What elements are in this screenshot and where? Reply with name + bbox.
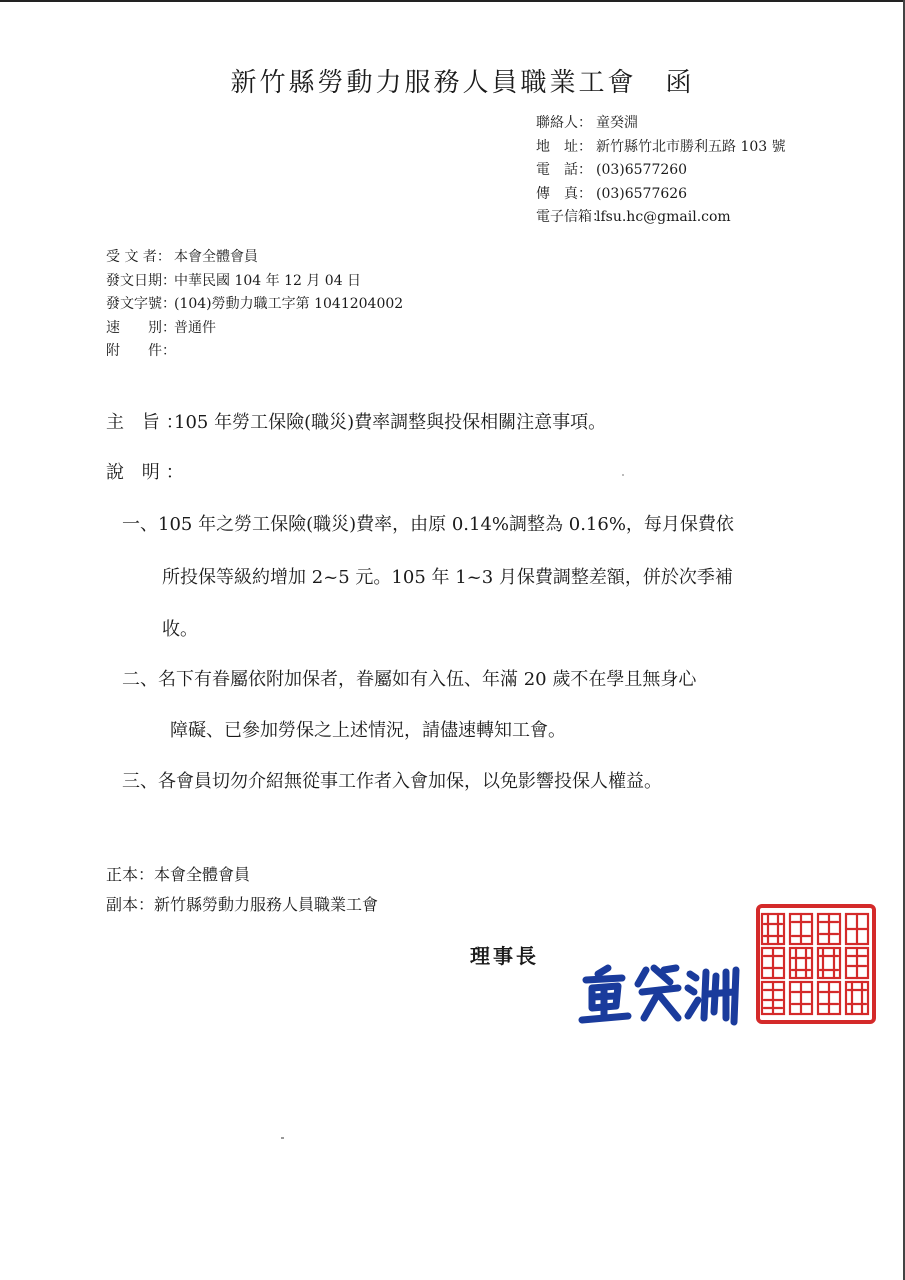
copies-original: 正本：本會全體會員 [106, 865, 251, 884]
explanation-item-1-line-2: 所投保等級約增加 2~5 元。105 年 1~3 月保費調整差額，併於次季補 [162, 567, 733, 588]
meta-recipient [106, 246, 403, 270]
contact-fax-value: (03)6577626 [596, 185, 688, 202]
meta-doc-number-value: (104)勞動力職工字第 1041204002 [174, 296, 404, 312]
contact-phone-label: 電 話： [536, 162, 592, 178]
contact-phone-value: (03)6577260 [596, 162, 688, 178]
meta-doc-number-label: 發文字號： [106, 296, 176, 312]
subject-line [106, 408, 606, 434]
contact-person-label: 聯絡人： [536, 115, 592, 131]
contact-address-label: 地 址： [536, 138, 592, 155]
document-meta [106, 246, 403, 364]
meta-priority-label: 速 別： [106, 319, 176, 336]
scan-speck [622, 474, 624, 476]
explanation-item-3-line-1: 三、各會員切勿介紹無從事工作者入會加保，以免影響投保人權益。 [122, 771, 662, 792]
letter-title: 新竹縣勞動力服務人員職業工會 函 [230, 68, 695, 98]
meta-date-value: 中華民國 104 年 12 月 04 日 [174, 272, 362, 289]
meta-date-label: 發文日期： [106, 272, 176, 289]
copies-duplicate: 副本：新竹縣勞動力服務人員職業工會 [106, 895, 379, 914]
meta-recipient-value: 本會全體會員 [174, 249, 258, 265]
meta-attachment-label: 附 件： [106, 343, 176, 359]
subject-text: 105 年勞工保險(職災)費率調整與投保相關注意事項。 [174, 412, 607, 433]
contact-email [536, 206, 786, 230]
meta-date [106, 270, 403, 294]
meta-priority-value: 普通件 [174, 319, 216, 336]
explanation-item-1-line-3: 收。 [162, 619, 198, 640]
scan-speck [281, 1137, 284, 1139]
meta-recipient-label: 受 文 者： [106, 249, 171, 265]
contact-phone [536, 159, 786, 183]
contact-address [536, 136, 786, 160]
subject-label: 主 旨： [106, 412, 190, 433]
contact-fax-label: 傳 真： [536, 185, 592, 202]
meta-doc-number [106, 293, 403, 317]
contact-address-value: 新竹縣竹北市勝利五路 103 號 [596, 138, 786, 155]
contact-email-value: lfsu.hc@gmail.com [596, 209, 731, 225]
chairman-signature [578, 960, 743, 1030]
contact-fax [536, 183, 786, 207]
contact-block [536, 112, 786, 230]
meta-priority [106, 317, 403, 341]
explanation-item-1-line-1: 一、105 年之勞工保險(職災)費率，由原 0.14%調整為 0.16%，每月保費依 [122, 514, 734, 535]
page-border-top [0, 0, 905, 2]
contact-person [536, 112, 786, 136]
contact-person-value: 童癸淵 [596, 115, 638, 131]
explanation-item-2-line-2: 障礙、已參加勞保之上述情況，請儘速轉知工會。 [170, 720, 566, 741]
explanation-item-2-line-1: 二、名下有眷屬依附加保者，眷屬如有入伍、年滿 20 歲不在學且無身心 [122, 669, 697, 690]
explanation-label: 說 明： [106, 462, 190, 483]
union-seal-stamp [756, 904, 876, 1024]
chairman-title: 理事長 [470, 944, 539, 968]
copies-block [106, 860, 378, 920]
contact-email-label: 電子信箱： [536, 209, 606, 225]
meta-attachment [106, 340, 403, 364]
